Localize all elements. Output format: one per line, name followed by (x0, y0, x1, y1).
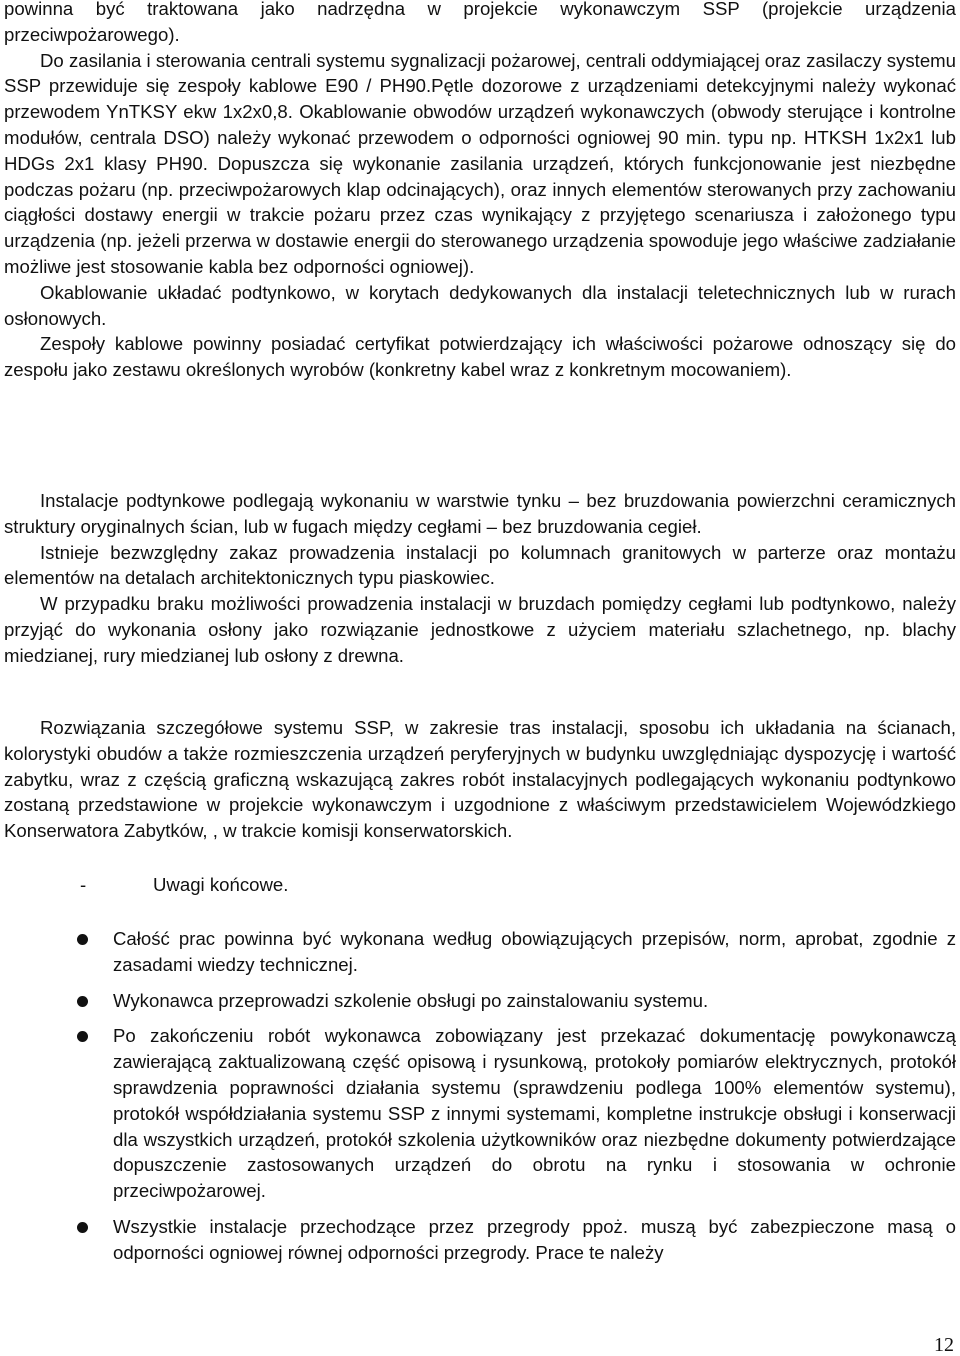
bullet-icon (77, 934, 88, 945)
list-item (0, 988, 956, 1014)
list-item-text: Całość prac powinna być wykonana według obowiązujących przepisów, norm, aprobat, zgodnie z zasadami wiedzy technicznej. (113, 928, 956, 975)
final-remarks-heading (80, 872, 680, 898)
dash-marker: - (80, 874, 87, 895)
heading-text: Uwagi końcowe. (153, 874, 289, 895)
paragraph: Do zasilania i sterowania centrali systemu sygnalizacji pożarowej, centrali oddymiającej oraz zasilaczy systemu SSP przewiduje się zespoły kablowe E90 / PH90.Pętle dozorowe z urządzeniami detekcyjnymi należy wykonać przewodem YnTKSY ekw 1x2x0,8. Okablowanie obwodów urządzeń wykonawczych (obwody sterujące i kontrolne modułów, centrala DSO) należy wykonać przewodem o odporności ogniowej 90 min. typu np. HTKSH 1x2x1 lub HDGs 2x1 klasy PH90. Dopuszcza się wykonanie zasilania urządzeń, których funkcjonowanie jest niezbędne podczas pożaru (np. przeciwpożarowych klap odcinających), oraz innych elementów sterowanych przy zachowaniu ciągłości dostawy energii w trakcie pożaru przez czas wynikający z przyjętego scenariusza i założonego typu urządzenia (np. jeżeli przerwa w dostawie energii do sterowanego urządzenia spowoduje jego właściwe zadziałanie możliwe jest stosowanie kabla bez odporności ogniowej). (4, 49, 956, 277)
list-item-text: Po zakończeniu robót wykonawca zobowiązany jest przekazać dokumentację powykonawczą zawierającą zaktualizowaną część opisową i rysunkową, protokoły pomiarów elektrycznych, protokół sprawdzenia poprawności działania systemu (sprawdzeniu podlega 100% elementów systemu), protokół współdziałania systemu SSP z innymi systemami, kompletne instrukcje obsługi i konserwacji dla wszystkich urządzeń, protokół szkolenia użytkowników oraz niezbędne dokumenty potwierdzające dopuszczenie zastosowanych urządzeń do obrotu na rynku i stosowania w ochronie przeciwpożarowej. (113, 1025, 956, 1202)
bullet-icon (77, 1031, 88, 1042)
list-item (0, 1023, 956, 1204)
installation-section (4, 488, 956, 669)
paragraph: powinna być traktowana jako nadrzędna w projekcie wykonawczym SSP (projekcie urządzenia przeciwpożarowego). (4, 0, 956, 45)
cabling-section (4, 0, 956, 383)
paragraph: W przypadku braku możliwości prowadzenia instalacji w bruzdach pomiędzy cegłami lub podtynkowo, należy przyjąć do wykonania osłony jako rozwiązanie jednostkowe z użyciem materiału szlachetnego, np. blachy miedzianej, rury miedzianej lub osłony z drewna. (4, 593, 956, 666)
paragraph: Rozwiązania szczegółowe systemu SSP, w zakresie tras instalacji, sposobu ich układania na ścianach, kolorystyki obudów a także rozmieszczenia urządzeń peryferyjnych w budynku uwzględniając dyspozycję i wartość zabytku, wraz z częścią graficzną wskazującą zakres robót instalacyjnych podlegających wykonaniu podtynkowo zostaną przedstawione w projekcie wykonawczym i uzgodnione z właściwym przedstawicielem Wojewódzkiego Konserwatora Zabytków, , w trakcie komisji konserwatorskich. (4, 717, 956, 842)
final-remarks-list (0, 926, 960, 1276)
bullet-icon (77, 996, 88, 1007)
paragraph: Okablowanie układać podtynkowo, w korytach dedykowanych dla instalacji teletechnicznych lub w rurach osłonowych. (4, 281, 956, 329)
list-item (0, 1214, 956, 1266)
page-number: 12 (934, 1334, 954, 1356)
paragraph: Instalacje podtynkowe podlegają wykonaniu w warstwie tynku – bez bruzdowania powierzchni ceramicznych struktury oryginalnych ścian, lub w fugach między cegłami – bez bruzdowania cegieł. (4, 490, 956, 537)
bullet-icon (77, 1222, 88, 1233)
list-item-text: Wykonawca przeprowadzi szkolenie obsługi po zainstalowaniu systemu. (113, 989, 709, 1011)
detailed-solutions-section (4, 715, 956, 844)
paragraph: Zespoły kablowe powinny posiadać certyfikat potwierdzający ich właściwości pożarowe odnoszący się do zespołu jako zestawu określonych wyrobów (konkretny kabel wraz z konkretnym mocowaniem). (4, 333, 956, 381)
paragraph: Istnieje bezwzględny zakaz prowadzenia instalacji po kolumnach granitowych w parterze oraz montażu elementów na detalach architektonicznych typu piaskowiec. (4, 541, 956, 589)
list-item-text: Wszystkie instalacje przechodzące przez przegrody ppoż. muszą być zabezpieczone masą o odporności ogniowej równej odporności przegrody. Prace te należy (113, 1215, 956, 1263)
list-item (0, 926, 956, 978)
